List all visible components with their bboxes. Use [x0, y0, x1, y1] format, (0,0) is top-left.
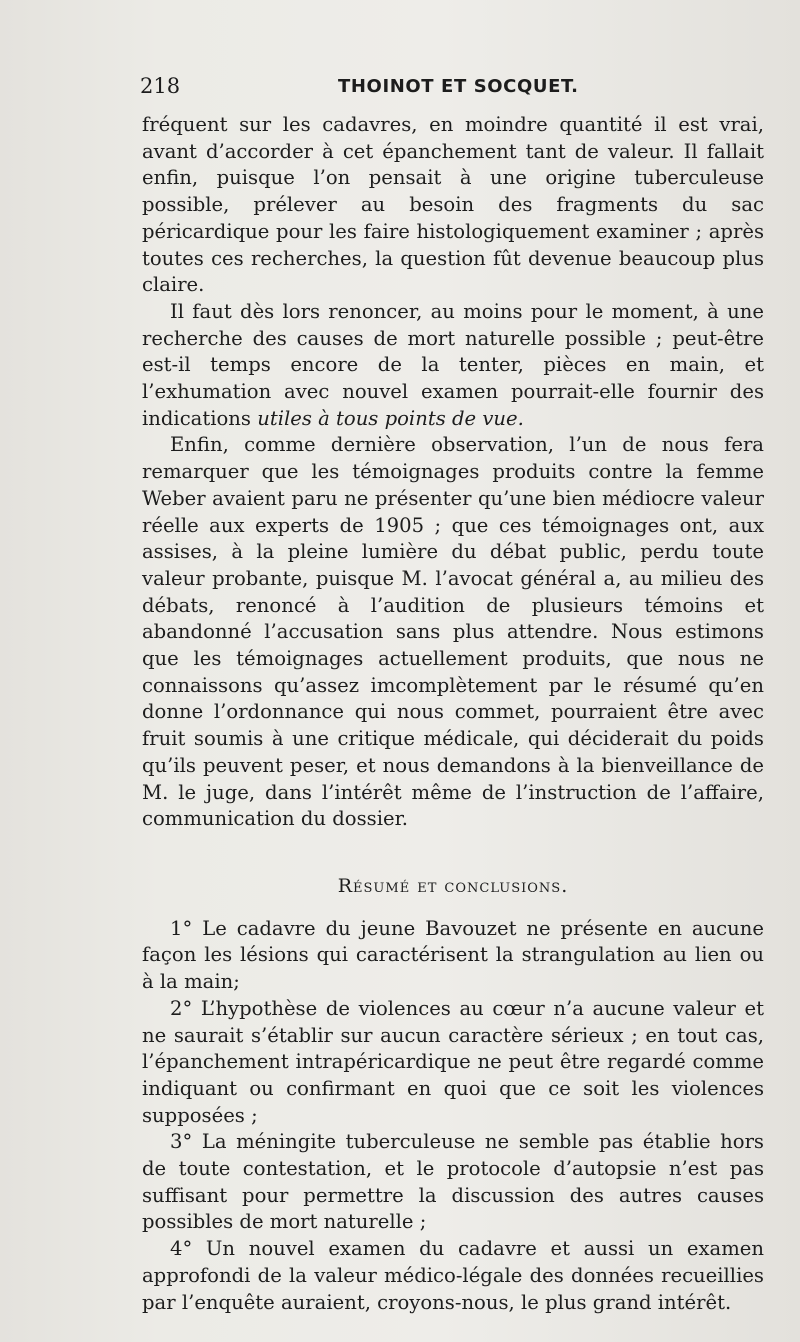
page-number: 218	[140, 74, 181, 98]
paragraph-natural-causes-text: Il faut dès lors renoncer, au moins pour le moment, à une recherche des causes de mort naturelle possible ; peut-être est-il temps encore de la tenter, pièces en main, et l’exhumation avec nouvel examen pourrait-elle fournir des indications	[142, 299, 764, 430]
conclusion-item-3: 3° La méningite tuberculeuse ne semble pas établie hors de toute contestation, et le protocole d’autopsie n’est pas suffisant pour permettre la discussion des autres causes possibles de mort naturelle ;	[142, 1130, 764, 1234]
paragraph-natural-causes	[142, 299, 764, 433]
running-head	[140, 74, 760, 104]
conclusion-item-4: 4° Un nouvel examen du cadavre et aussi un examen approfondi de la valeur médico-légale des données recueillies par l’enquête auraient, croyons-nous, le plus grand intérêt.	[142, 1237, 764, 1314]
conclusion-item-1: 1° Le cadavre du jeune Bavouzet ne présente en aucune façon les lésions qui caractérisent la strangulation au lien ou à la main;	[142, 916, 764, 994]
paragraph-continued: fréquent sur les cadavres, en moindre quantité il est vrai, avant d’accorder à cet épanchement tant de valeur. Il fallait enfin, puisque l’on pensait à une origine tuberculeuse possible, prélever au besoin des fragments du sac péricardique pour les faire histologiquement examiner ; après toutes ces recherches, la question fût devenue beaucoup plus claire.	[142, 113, 764, 297]
running-title: THOINOT ET SOCQUET.	[338, 76, 579, 97]
paragraph-natural-causes-emphasis: utiles à tous points de vue.	[257, 406, 524, 430]
paragraph-testimonies: Enfin, comme dernière observation, l’un de nous fera remarquer que les témoignages produits contre la femme Weber avaient paru ne présenter qu’une bien médiocre valeur réelle aux experts de 1905 ; que ces témoignages ont, aux assises, à la pleine lumière du débat public, perdu toute valeur probante, puisque M. l’avocat général a, au milieu des débats, renoncé à l’audition de plusieurs témoins et abandonné l’accusation sans plus attendre. Nous estimons que les témoignages actuellement produits, que nous ne connaissons qu’assez imcomplètement par le résumé qu’en donne l’ordonnance qui nous commet, pourraient être avec fruit soumis à une critique médicale, qui déciderait du poids qu’ils peuvent peser, et nous demandons à la bienveillance de M. le juge, dans l’intérêt même de l’instruction de l’affaire, communication du dossier.	[142, 433, 764, 831]
section-heading-conclusions: Résumé et conclusions.	[337, 874, 569, 897]
conclusions-list	[142, 916, 764, 1317]
main-text	[142, 112, 764, 1316]
conclusion-item-2: 2° L’hypothèse de violences au cœur n’a aucune valeur et ne saurait s’établir sur aucun caractère sérieux ; en tout cas, l’épanchement intrapéricardique ne peut être regardé comme indiquant ou confirmant en quoi que ce soit les violences supposées ;	[142, 996, 764, 1127]
